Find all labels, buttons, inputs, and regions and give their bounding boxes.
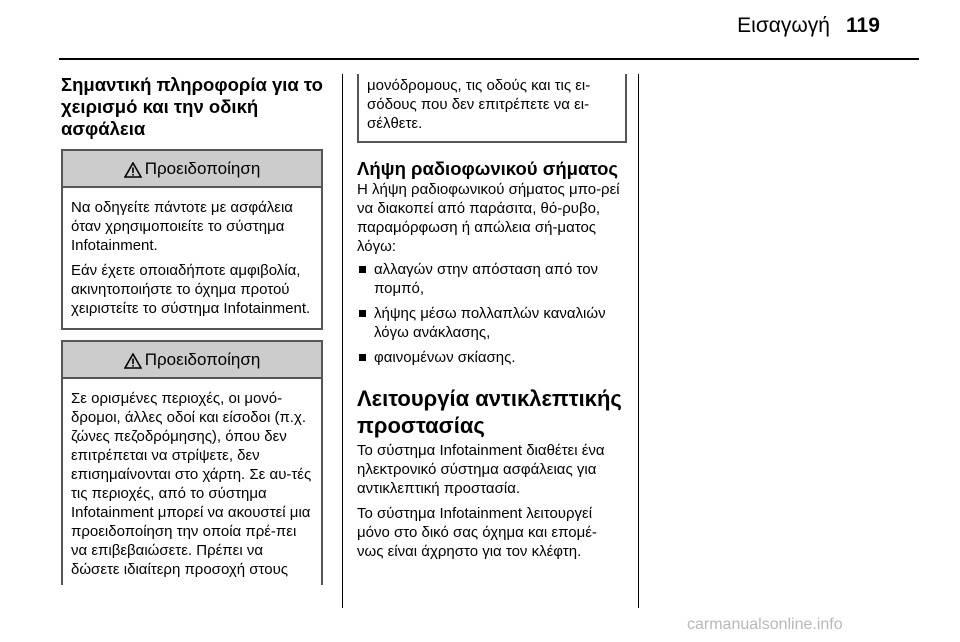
warning-triangle-icon — [124, 162, 142, 178]
warning-body — [63, 188, 321, 328]
middle-column — [357, 74, 623, 561]
warning-body — [63, 379, 321, 585]
list-item: λήψης μέσω πολλαπλών καναλιών λόγω ανάκλασης, — [357, 304, 623, 342]
column-divider — [342, 74, 343, 608]
radio-heading: Λήψη ραδιοφωνικού σήματος — [357, 158, 619, 179]
warning-header — [63, 151, 321, 188]
warning-text: μονόδρομους, τις οδούς και τις ει-σόδους που δεν επιτρέπετε να ει-σέλθετε. — [367, 77, 591, 132]
antitheft-text: Το σύστημα Infotainment διαθέτει ένα ηλεκτρονικό σύστημα ασφάλειας για αντικλεπτική προστασία. — [357, 442, 605, 497]
page-number: 119 — [846, 14, 880, 37]
list-item: αλλαγών στην απόσταση από τον πομπό, — [357, 260, 623, 298]
antitheft-heading: Λειτουργία αντικλεπτικής προστασίας — [357, 386, 622, 438]
warning-text: Να οδηγείτε πάντοτε με ασφάλεια όταν χρησιμοποιείτε το σύστημα Infotainment. — [71, 199, 293, 254]
antitheft-text: Το σύστημα Infotainment λειτουργεί μόνο στο δικό σας όχημα και επομέ-νως είναι άχρηστο για τον κλέφτη. — [357, 505, 597, 560]
warning-header — [63, 342, 321, 379]
watermark: carmanualsonline.info — [687, 616, 843, 633]
warning-text: Εάν έχετε οποιαδήποτε αμφιβολία, ακινητοποιήστε το όχημα προτού χειριστείτε το σύστημα Infotainment. — [71, 262, 311, 317]
header-title: Εισαγωγή — [737, 14, 830, 37]
radio-intro: Η λήψη ραδιοφωνικού σήματος μπο-ρεί να διακοπεί από παράσιτα, θό-ρυβο, παραμόρφωση ή απώλεια σή-ματος λόγω: — [357, 181, 620, 255]
warning-continuation-box — [357, 74, 627, 143]
left-column — [61, 74, 323, 585]
warning-triangle-icon — [124, 353, 142, 369]
warning-box-2 — [61, 340, 323, 585]
warning-label: Προειδοποίηση — [144, 349, 261, 369]
list-item: φαινομένων σκίασης. — [357, 348, 623, 367]
header-rule — [59, 58, 919, 60]
safety-heading: Σημαντική πληροφορία για το χειρισμό και την οδική ασφάλεια — [61, 74, 323, 139]
warning-box-1 — [61, 149, 323, 330]
column-divider-right — [638, 74, 639, 608]
warning-label: Προειδοποίηση — [144, 158, 261, 178]
radio-bullets — [357, 260, 623, 367]
warning-text: Σε ορισμένες περιοχές, οι μονό-δρομοι, άλλες οδοί και είσοδοι (π.χ. ζώνες πεζοδρόμησης), όπου δεν επιτρέπεται να στρίψετε, δεν επισημαίνονται στο χάρτη. Σε αυ-τές τις περιοχές, από το σύστημα Infotainment μπορεί να ακουστεί μια προειδοποίηση την οποία πρέ-πει να επιβεβαιώσετε. Πρέπει να δώσετε ιδιαίτερη προσοχή στους — [71, 390, 312, 578]
